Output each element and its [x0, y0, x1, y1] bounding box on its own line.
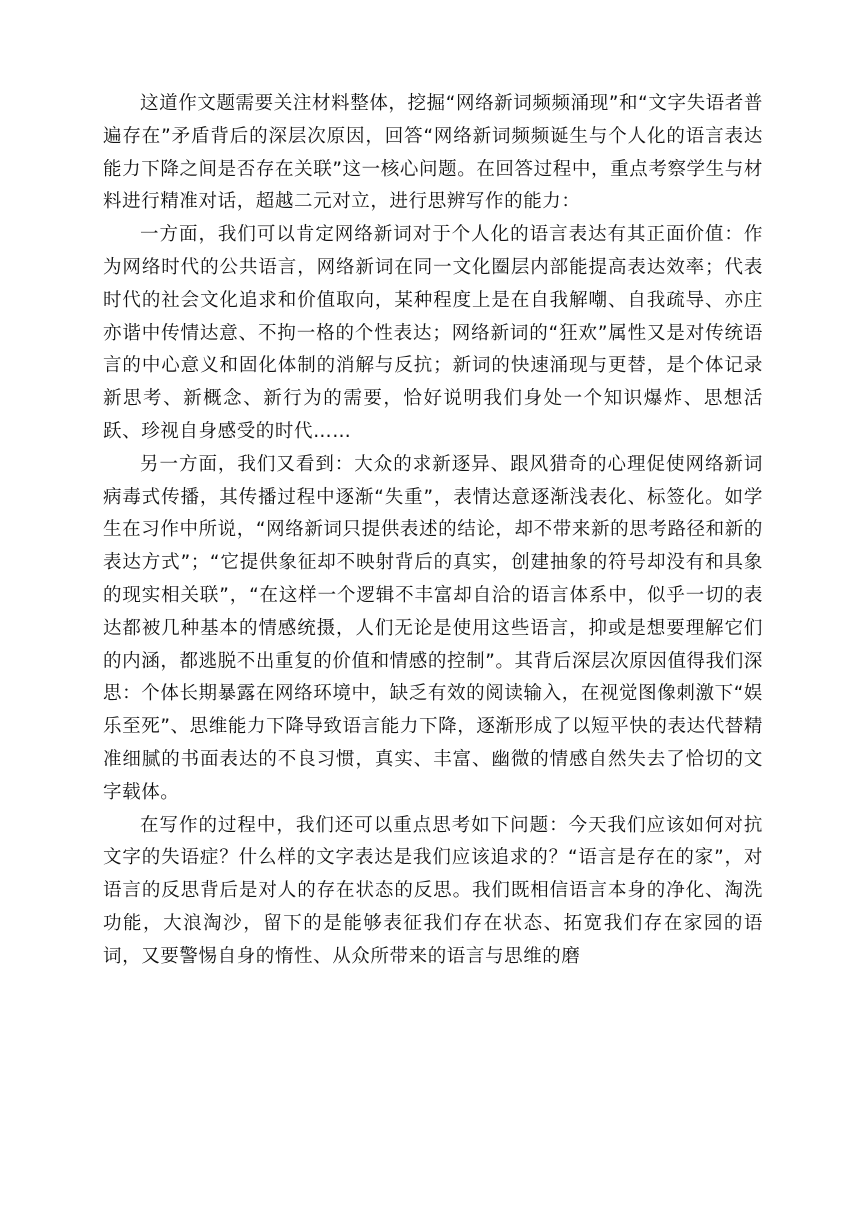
- paragraph-negative-effect: 另一方面，我们又看到：大众的求新逐异、跟风猎奇的心理促使网络新词病毒式传播，其传播过程中逐渐“失重”，表情达意逐渐浅表化、标签化。如学生在习作中所说，“网络新词只提供表述的结论，却不带来新的思考路径和新的表达方式”；“它提供象征却不映射背后的真实，创建抽象的符号却没有和具象的现实相关联”，“在这样一个逻辑不丰富却自洽的语言体系中，似乎一切的表达都被几种基本的情感统摄，人们无论是使用这些语言，抑或是想要理解它们的内涵，都逃脱不出重复的价值和情感的控制”。其背后深层次原因值得我们深思：个体长期暴露在网络环境中，缺乏有效的阅读输入，在视觉图像刺激下“娱乐至死”、思维能力下降导致语言能力下降，逐渐形成了以短平快的表达代替精准细腻的书面表达的不良习惯，真实、丰富、幽微的情感自然失去了恰切的文字载体。: [103, 453, 763, 803]
- paragraph-intro: 这道作文题需要关注材料整体，挖掘“网络新词频频涌现”和“文字失语者普遍存在”矛盾背后的深层次原因，回答“网络新词频频诞生与个人化的语言表达能力下降之间是否存在关联”这一核心问题。在回答过程中，重点考察学生与材料进行精准对话，超越二元对立，进行思辨写作的能力：: [103, 93, 763, 213]
- document-page: [103, 88, 763, 974]
- paragraph-positive-value: 一方面，我们可以肯定网络新词对于个人化的语言表达有其正面价值：作为网络时代的公共语言，网络新词在同一文化圈层内部能提高表达效率；代表时代的社会文化追求和价值取向，某种程度上是在自我解嘲、自我疏导、亦庄亦谐中传情达意、不拘一格的个性表达；网络新词的“狂欢”属性又是对传统语言的中心意义和固化体制的消解与反抗；新词的快速涌现与更替，是个体记录新思考、新概念、新行为的需要，恰好说明我们身处一个知识爆炸、思想活跃、珍视自身感受的时代……: [103, 224, 763, 442]
- paragraph-reflection: 在写作的过程中，我们还可以重点思考如下问题：今天我们应该如何对抗文字的失语症？什么样的文字表达是我们应该追求的？“语言是存在的家”，对语言的反思背后是对人的存在状态的反思。我们既相信语言本身的净化、淘洗功能，大浪淘沙，留下的是能够表征我们存在状态、拓宽我们存在家园的语词，又要警惕自身的惰性、从众所带来的语言与思维的磨: [103, 814, 763, 967]
